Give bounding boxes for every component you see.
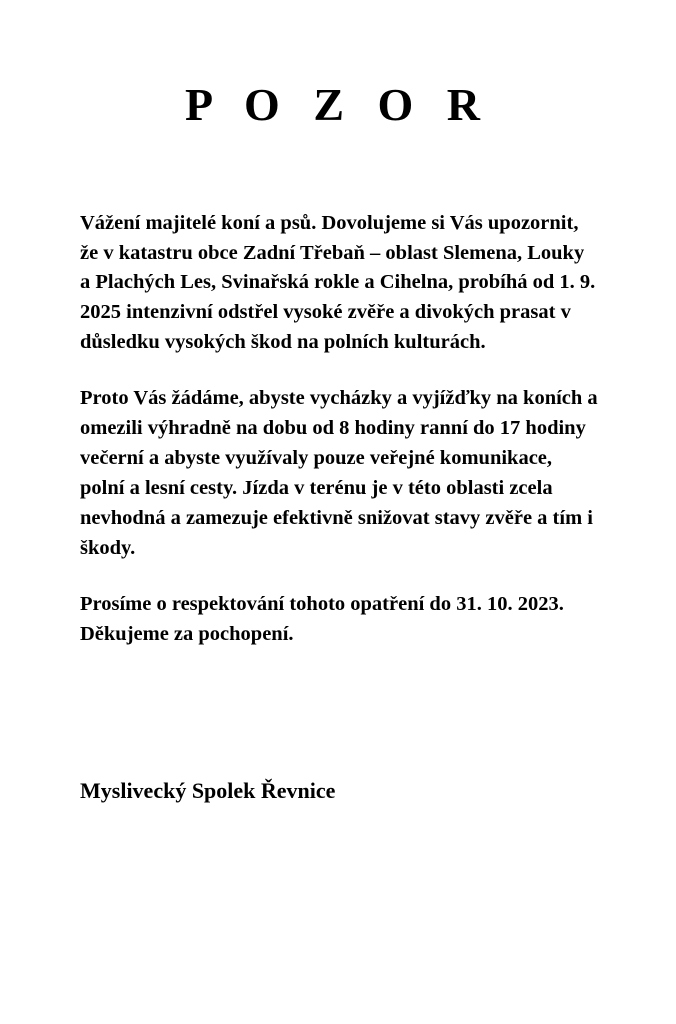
notice-paragraph: Proto Vás žádáme, abyste vycházky a vyjížďky na koních a omezili výhradně na dobu od 8 hodiny ranní do 17 hodiny večerní a abyste využívaly pouze veřejné komunikace, polní a lesní cesty. Jízda v terénu je v této oblasti zcela nevhodná a zamezuje efektivně snižovat stavy zvěře a tím i škody. <box>80 387 598 559</box>
page-title: P O Z O R <box>184 79 492 130</box>
notice-paragraph: Prosíme o respektování tohoto opatření do 31. 10. 2023. Děkujeme za pochopení. <box>80 592 564 645</box>
signature-text: Myslivecký Spolek Řevnice <box>80 777 336 803</box>
notice-body <box>0 209 676 650</box>
notice-paragraph: Vážení majitelé koní a psů. Dovolujeme si Vás upozornit, že v katastru obce Zadní Třebaň – oblast Slemena, Louky a Plachých Les, Svinařská rokle a Cihelna, probíhá od 1. 9. 2025 intenzivní odstřel vysoké zvěře a divokých prasat v důsledku vysokých škod na polních kulturách. <box>80 211 596 354</box>
